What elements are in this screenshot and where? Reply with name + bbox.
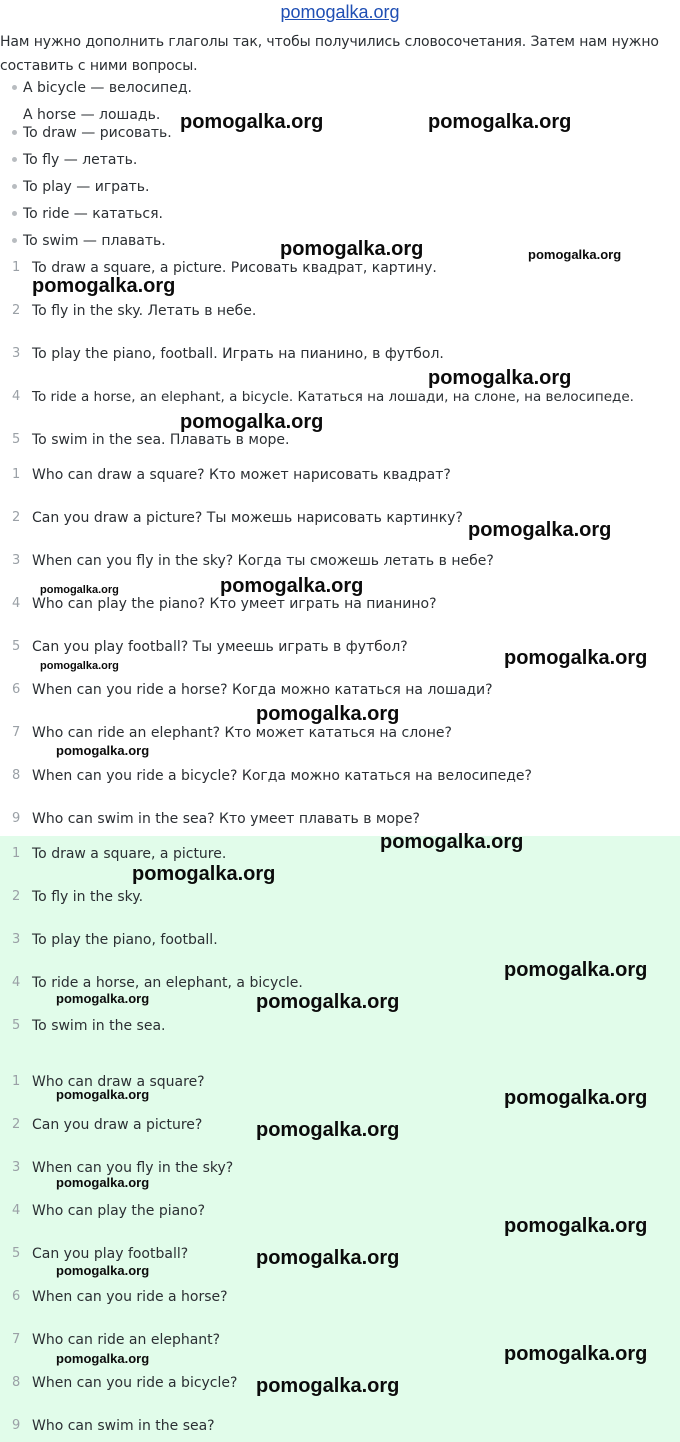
row-text: Who can ride an elephant? bbox=[32, 1332, 221, 1348]
row-number: 3 bbox=[12, 1160, 21, 1175]
vocab-text: To ride — кататься. bbox=[23, 206, 163, 222]
watermark: pomogalka.org bbox=[40, 584, 119, 596]
watermark: pomogalka.org bbox=[256, 1375, 400, 1397]
row-text: When can you ride a bicycle? Когда можно кататься на велосипеде? bbox=[32, 768, 532, 784]
row-text: Who can draw a square? Кто может нарисовать квадрат? bbox=[32, 467, 451, 483]
row-number: 7 bbox=[12, 1332, 21, 1347]
vocab-item bbox=[12, 177, 150, 197]
watermark: pomogalka.org bbox=[256, 1247, 400, 1269]
watermark: pomogalka.org bbox=[56, 1351, 150, 1366]
row-number: 5 bbox=[12, 1246, 21, 1261]
row-number: 1 bbox=[12, 467, 21, 482]
row-text: To play the piano, football. Играть на пианино, в футбол. bbox=[32, 346, 444, 362]
row-text: When can you ride a horse? bbox=[32, 1289, 228, 1305]
row-text: To swim in the sea. Плавать в море. bbox=[32, 432, 290, 448]
row-text: Who can play the piano? bbox=[32, 1203, 206, 1219]
watermark: pomogalka.org bbox=[504, 1215, 648, 1237]
row-number: 4 bbox=[12, 389, 21, 404]
row-text: To fly in the sky. Летать в небе. bbox=[32, 303, 257, 319]
row-number: 5 bbox=[12, 639, 21, 654]
vocab-item bbox=[12, 78, 192, 98]
bullet-dot-icon bbox=[12, 85, 17, 90]
watermark: pomogalka.org bbox=[180, 411, 324, 433]
row-text: Who can ride an elephant? Кто может кататься на слоне? bbox=[32, 725, 452, 741]
row-number: 2 bbox=[12, 889, 21, 904]
row-text: To draw a square, a picture. bbox=[32, 846, 227, 862]
row-text: To ride a horse, an elephant, a bicycle. Кататься на лошади, на слоне, на велосипеде. bbox=[32, 389, 634, 405]
watermark: pomogalka.org bbox=[56, 991, 150, 1006]
vocab-item bbox=[12, 231, 166, 251]
watermark: pomogalka.org bbox=[32, 275, 176, 297]
row-text: When can you fly in the sky? bbox=[32, 1160, 234, 1176]
row-number: 3 bbox=[12, 553, 21, 568]
bullet-dot-icon bbox=[12, 130, 17, 135]
watermark: pomogalka.org bbox=[56, 1263, 150, 1278]
row-number: 5 bbox=[12, 1018, 21, 1033]
watermark: pomogalka.org bbox=[132, 863, 276, 885]
vocab-item bbox=[12, 105, 160, 125]
site-logo-link[interactable]: pomogalka.org bbox=[280, 2, 400, 22]
row-text: To fly in the sky. bbox=[32, 889, 144, 905]
watermark: pomogalka.org bbox=[504, 647, 648, 669]
row-text: When can you fly in the sky? Когда ты сможешь летать в небе? bbox=[32, 553, 494, 569]
row-text: Can you play football? bbox=[32, 1246, 189, 1262]
watermark: pomogalka.org bbox=[428, 111, 572, 133]
row-text: Who can swim in the sea? Кто умеет плавать в море? bbox=[32, 811, 420, 827]
watermark: pomogalka.org bbox=[468, 519, 612, 541]
watermark: pomogalka.org bbox=[220, 575, 364, 597]
watermark: pomogalka.org bbox=[528, 247, 622, 262]
row-text: Who can swim in the sea? bbox=[32, 1418, 215, 1434]
row-text: Can you draw a picture? bbox=[32, 1117, 203, 1133]
bullet-dot-icon bbox=[12, 238, 17, 243]
vocab-text: To swim — плавать. bbox=[23, 233, 166, 249]
vocab-text: A bicycle — велосипед. bbox=[23, 80, 192, 96]
watermark: pomogalka.org bbox=[180, 111, 324, 133]
vocab-text: To fly — летать. bbox=[23, 152, 138, 168]
row-text: To draw a square, a picture. Рисовать квадрат, картину. bbox=[32, 260, 437, 276]
row-number: 4 bbox=[12, 1203, 21, 1218]
row-number: 3 bbox=[12, 346, 21, 361]
watermark: pomogalka.org bbox=[256, 703, 400, 725]
vocab-item bbox=[12, 123, 172, 143]
watermark: pomogalka.org bbox=[56, 743, 150, 758]
watermark: pomogalka.org bbox=[380, 831, 524, 853]
vocab-item bbox=[12, 150, 137, 170]
row-text: Can you play football? Ты умеешь играть в футбол? bbox=[32, 639, 408, 655]
row-text: When can you ride a bicycle? bbox=[32, 1375, 238, 1391]
vocab-text: A horse — лошадь. bbox=[23, 107, 161, 123]
watermark: pomogalka.org bbox=[256, 1119, 400, 1141]
watermark: pomogalka.org bbox=[504, 959, 648, 981]
row-number: 1 bbox=[12, 846, 21, 861]
vocab-item bbox=[12, 204, 163, 224]
watermark: pomogalka.org bbox=[428, 367, 572, 389]
row-text: To play the piano, football. bbox=[32, 932, 218, 948]
watermark: pomogalka.org bbox=[280, 238, 424, 260]
bullet-dot-icon bbox=[12, 157, 17, 162]
row-number: 7 bbox=[12, 725, 21, 740]
watermark: pomogalka.org bbox=[256, 991, 400, 1013]
watermark: pomogalka.org bbox=[56, 1087, 150, 1102]
row-number: 9 bbox=[12, 1418, 21, 1433]
row-number: 2 bbox=[12, 1117, 21, 1132]
row-number: 2 bbox=[12, 510, 21, 525]
row-number: 5 bbox=[12, 432, 21, 447]
row-number: 6 bbox=[12, 1289, 21, 1304]
row-number: 3 bbox=[12, 932, 21, 947]
row-text: To swim in the sea. bbox=[32, 1018, 166, 1034]
row-text: Can you draw a picture? Ты можешь нарисовать картинку? bbox=[32, 510, 463, 526]
bullet-dot-icon bbox=[12, 211, 17, 216]
vocab-text: To draw — рисовать. bbox=[23, 125, 172, 141]
row-number: 2 bbox=[12, 303, 21, 318]
row-number: 9 bbox=[12, 811, 21, 826]
row-number: 4 bbox=[12, 975, 21, 990]
row-text: Who can draw a square? bbox=[32, 1074, 205, 1090]
row-text: When can you ride a horse? Когда можно кататься на лошади? bbox=[32, 682, 493, 698]
watermark: pomogalka.org bbox=[504, 1087, 648, 1109]
watermark: pomogalka.org bbox=[504, 1343, 648, 1365]
row-text: To ride a horse, an elephant, a bicycle. bbox=[32, 975, 303, 991]
row-number: 4 bbox=[12, 596, 21, 611]
watermark: pomogalka.org bbox=[56, 1175, 150, 1190]
row-number: 1 bbox=[12, 1074, 21, 1089]
row-text: Who can play the piano? Кто умеет играть на пианино? bbox=[32, 596, 437, 612]
row-number: 6 bbox=[12, 682, 21, 697]
row-number: 1 bbox=[12, 260, 21, 275]
row-number: 8 bbox=[12, 1375, 21, 1390]
bullet-dot-icon bbox=[12, 184, 17, 189]
row-number: 8 bbox=[12, 768, 21, 783]
intro-paragraph: Нам нужно дополнить глаголы так, чтобы получились словосочетания. Затем нам нужно составить с ними вопросы. bbox=[0, 34, 659, 74]
vocab-text: To play — играть. bbox=[23, 179, 150, 195]
watermark: pomogalka.org bbox=[40, 660, 119, 672]
